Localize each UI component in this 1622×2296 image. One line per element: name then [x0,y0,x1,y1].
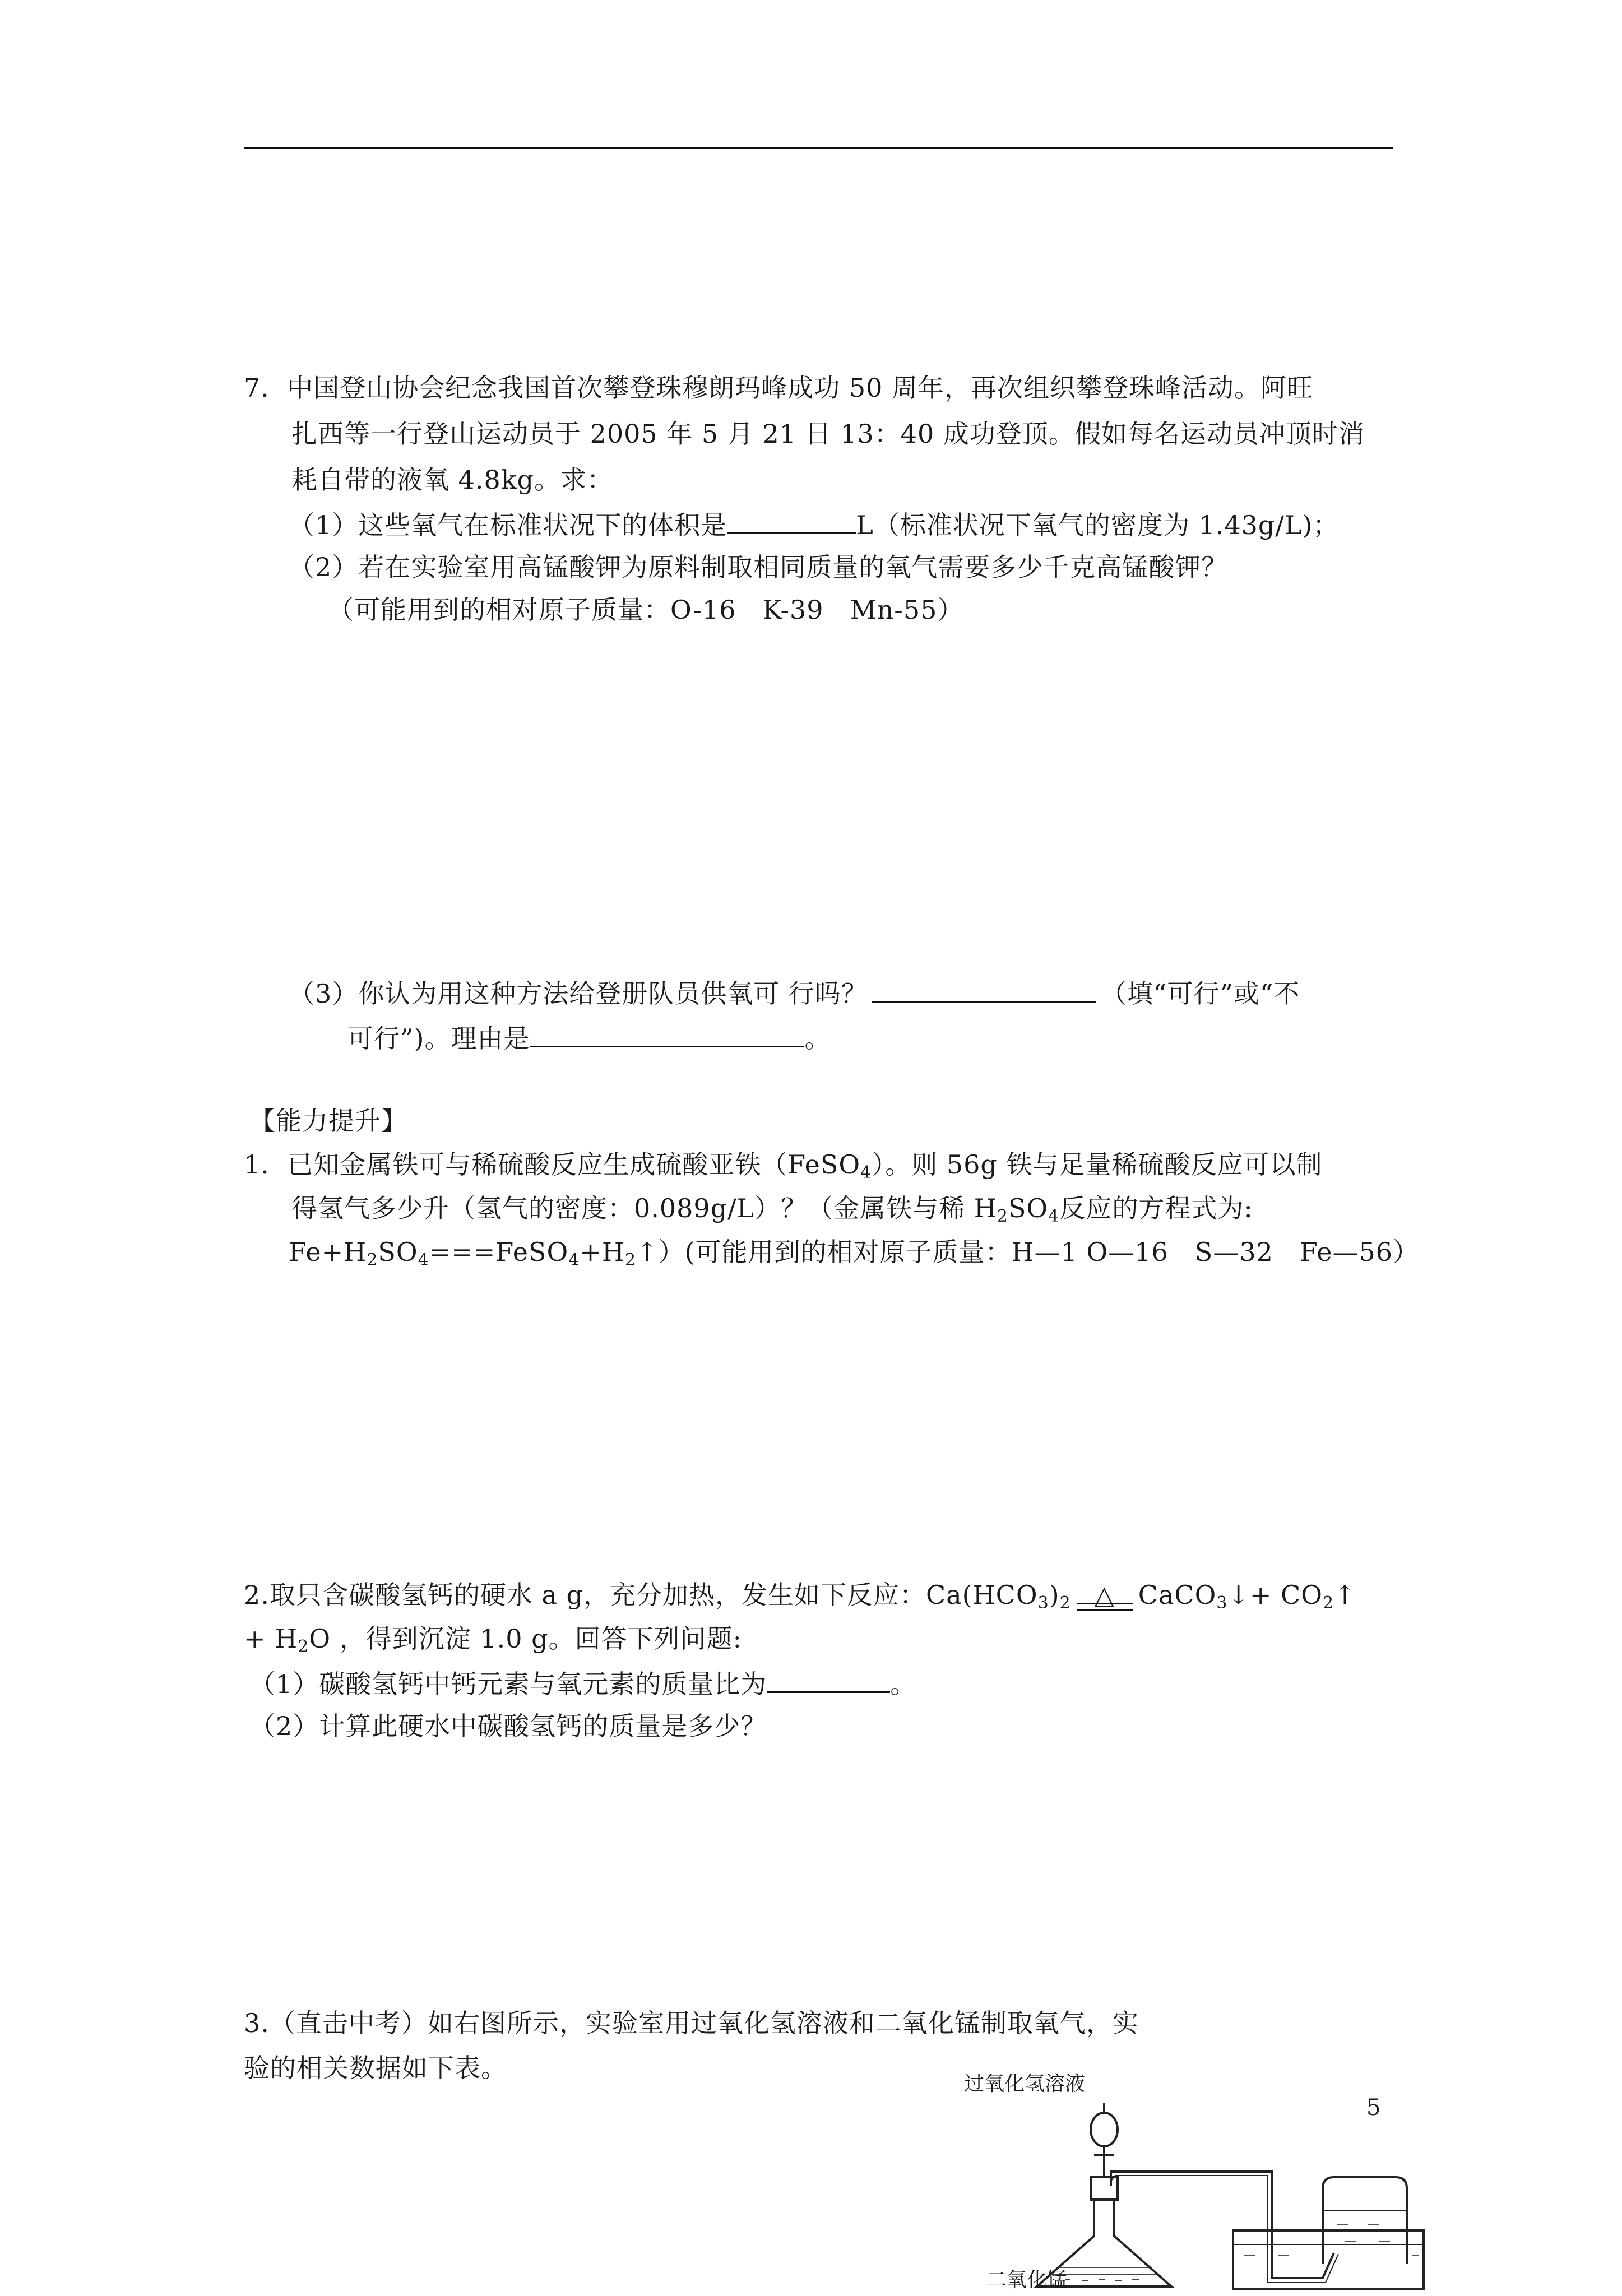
a2-sub: 3 [1037,1593,1049,1613]
q7-part-3-text: （3）你认为用这种方法给登册队员供氧可 行吗？ [289,978,868,1009]
q7-line-3: 耗自带的液氧 4.8kg。求： [291,465,614,495]
delta-symbol: △ [1094,1580,1115,1610]
a2-part-1-end: 。 [890,1669,917,1699]
q7-part-1-tail: L（标准状况下氧气的密度为 1.43g/L)； [856,510,1340,540]
a1-sub: 4 [568,1250,580,1270]
a1-formula-part: SO [1008,1193,1049,1223]
q7-reason-end: 。 [804,1023,831,1054]
double-line [1077,1603,1133,1611]
a2-line-1 [244,1578,1356,1612]
a1-equation [289,1235,1419,1269]
q7-part-1 [289,507,1339,542]
q7-feasible-blank[interactable] [872,975,1096,1003]
q7-part-3-hint: （填“可行”或“不 [1100,978,1300,1009]
a2-sub: 2 [298,1637,309,1657]
a1-sub: 4 [418,1250,429,1270]
a3-line-2: 验的相关数据如下表。 [244,2053,507,2083]
figure-label-mno2: 二氧化锰 [986,2269,1068,2292]
a2-product: CaCO [1138,1580,1217,1610]
a1-line-2 [291,1191,1253,1225]
q7-part-3 [289,975,1300,1010]
q7-part-1-text: （1）这些氧气在标准状况下的体积是 [289,510,727,540]
a2-product: ↓+ CO [1227,1580,1323,1610]
a1-eq-part: Fe+H [289,1237,367,1267]
q7-line-2: 扎西等一行登山运动员于 2005 年 5 月 21 日 13：40 成功登顶。假如每名运动员冲顶时消 [291,419,1365,449]
a3-line-1: 3.（直击中考）如右图所示，实验室用过氧化氢溶液和二氧化锰制取氧气，实 [244,2008,1139,2038]
header-rule [244,147,1393,149]
q7-reason-blank[interactable] [530,1020,804,1047]
a2-part-1 [249,1666,916,1701]
a1-eq-part: +H [580,1237,625,1267]
a1-sub: 2 [367,1250,378,1270]
a2-ratio-blank[interactable] [767,1666,890,1693]
section-title: 【能力提升】 [249,1106,407,1136]
a1-eq-part: SO [378,1237,418,1267]
a2-line-2 [244,1622,742,1655]
a2-arrow: ↑ [1334,1580,1356,1610]
q7-part-3-reason [347,1020,831,1055]
q7-reason-label: 可行”)。理由是 [347,1023,530,1054]
a2-part-1-text: （1）碳酸氢钙中钙元素与氧元素的质量比为 [249,1669,767,1699]
a1-sub: 2 [997,1207,1009,1226]
a1-sub: 4 [860,1163,872,1182]
a2-sub: 2 [1059,1593,1071,1613]
a1-line-2-text: 得氢气多少升（氢气的密度：0.089g/L）？（金属铁与稀 H [291,1193,997,1223]
a2-sub: 3 [1216,1593,1228,1613]
a1-line-2-end: 反应的方程式为: [1059,1193,1253,1223]
a1-sub: 2 [624,1250,637,1270]
a2-part-2: （2）计算此硬水中碳酸氢钙的质量是多少？ [249,1711,767,1741]
a1-eq-tail: ↑）(可能用到的相对原子质量：H—1 O—16 S—32 Fe—56） [636,1237,1420,1267]
a1-line-1-end: ）。则 56g 铁与足量稀硫酸反应可以制 [872,1149,1323,1180]
a1-eq-part: ===FeSO [429,1237,569,1267]
q7-atomic-masses: （可能用到的相对原子质量：O-16 K-39 Mn-55） [328,595,964,625]
a2-sub: 2 [1323,1593,1334,1613]
q7-line-1: 7．中国登山协会纪念我国首次攀登珠穆朗玛峰成功 50 周年，再次组织攀登珠峰活动。阿旺 [244,373,1314,403]
page-number: 5 [1366,2095,1381,2121]
a2-paren: ) [1049,1580,1060,1610]
a1-sub: 4 [1048,1207,1060,1226]
q7-volume-blank[interactable] [727,507,856,534]
a1-line-1-text: 1．已知金属铁可与稀硫酸反应生成硫酸亚铁（FeSO [244,1149,861,1180]
heat-condition [1077,1578,1133,1612]
q7-part-2: （2）若在实验室用高锰酸钾为原料制取相同质量的氧气需要多少千克高锰酸钾？ [289,552,1228,582]
a2-line-2-text: + H [244,1624,298,1654]
a2-line-1-text: 2.取只含碳酸氢钙的硬水 a g，充分加热，发生如下反应：Ca(HCO [244,1580,1038,1610]
figure-label-h2o2: 过氧化氢溶液 [964,2072,1086,2095]
apparatus-figure [930,2051,1435,2294]
a1-line-1 [244,1148,1322,1181]
a2-line-2-end: O ，得到沉淀 1.0 g。回答下列问题: [309,1624,743,1654]
